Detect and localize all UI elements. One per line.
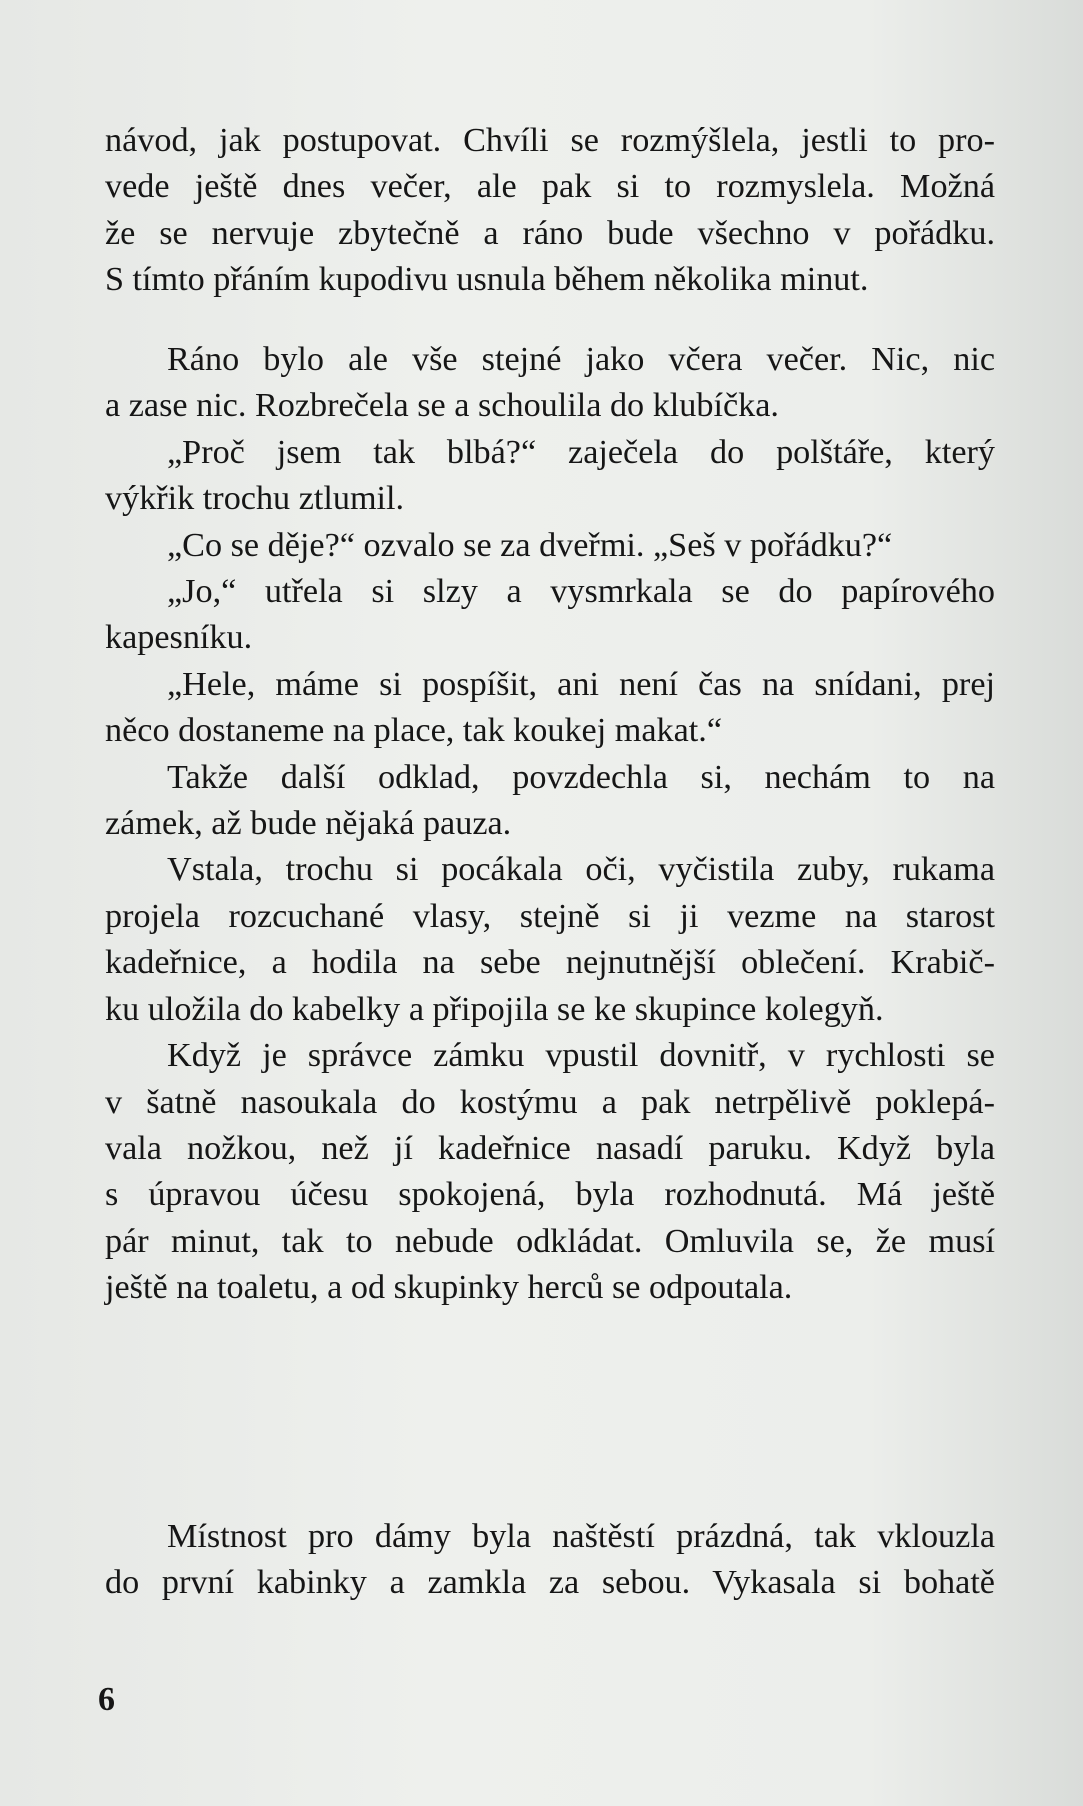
text-line: „Co se děje?“ ozvalo se za dveřmi. „Seš v pořádku?“ [167,526,893,564]
text-line: vede ještě dnes večer, ale pak si to rozmyslela. Možná [105,168,995,206]
text-line: a zase nic. Rozbrečela se a schoulila do klubíčka. [105,387,779,425]
text-line: kapesníku. [105,619,253,657]
text-line: „Hele, máme si pospíšit, ani není čas na snídani, prej [167,665,995,703]
text-line: „Proč jsem tak blbá?“ zaječela do polštáře, který [167,433,995,471]
text-line: zámek, až bude nějaká pauza. [105,805,512,843]
text-line: „Jo,“ utřela si slzy a vysmrkala se do papírového [167,573,995,611]
text-line: Vstala, trochu si pocákala oči, vyčistila zuby, rukama [167,851,995,889]
text-line: návod, jak postupovat. Chvíli se rozmýšlela, jestli to pro- [105,122,995,159]
text-line: projela rozcuchané vlasy, stejně si ji vezme na starost [105,897,995,935]
paragraph-block-2 [105,337,995,1312]
text-line: něco dostaneme na place, tak koukej makat.“ [105,712,723,750]
text-line: výkřik trochu ztlumil. [105,480,405,518]
text-line: s úpravou účesu spokojená, byla rozhodnutá. Má ještě [105,1176,995,1214]
text-line: Místnost pro dámy byla naštěstí prázdná, tak vklouzla [167,1518,995,1555]
text-line: Ráno bylo ale vše stejné jako včera večer. Nic, nic [167,341,995,378]
text-line: do první kabinky a zamkla za sebou. Vykasala si bohatě [105,1564,995,1602]
paragraph-block-1 [105,118,995,304]
text-line: ku uložila do kabelky a připojila se ke skupince kolegyň. [105,990,884,1028]
paragraph-block-3 [105,1514,995,1607]
text-line: Takže další odklad, povzdechla si, nechám to na [167,758,995,796]
text-line: S tímto přáním kupodivu usnula během několika minut. [105,261,869,299]
text-line: kadeřnice, a hodila na sebe nejnutnější oblečení. Krabič- [105,944,995,982]
text-line: v šatně nasoukala do kostýmu a pak netrpělivě poklepá- [105,1083,995,1121]
text-line: vala nožkou, než jí kadeřnice nasadí paruku. Když byla [105,1129,995,1167]
text-line: pár minut, tak to nebude odkládat. Omluvila se, že musí [105,1222,995,1260]
text-line: Když je správce zámku vpustil dovnitř, v rychlosti se [167,1037,995,1075]
text-line: že se nervuje zbytečně a ráno bude všechno v pořádku. [105,214,995,252]
page-number: 6 [98,1681,115,1718]
text-line: ještě na toaletu, a od skupinky herců se odpoutala. [105,1269,793,1307]
